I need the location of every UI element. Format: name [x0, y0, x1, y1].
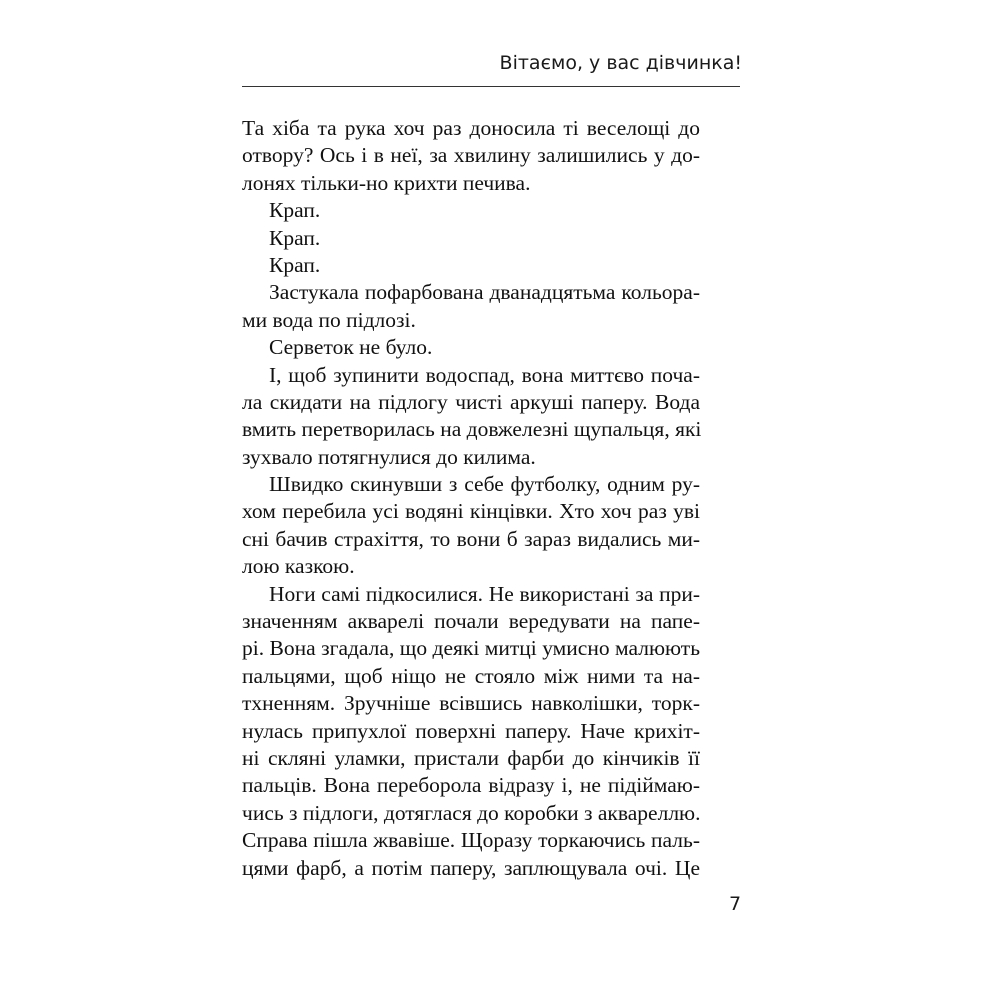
text-line: ні скляні уламки, пристали фарби до кінчиків її	[242, 745, 700, 770]
text-line: зухвало потягнулися до килима.	[242, 444, 536, 469]
running-head-title: Вітаємо, у вас дівчинка!	[499, 52, 742, 74]
text-line: пальців. Вона переборола відразу і, не підіймаю-	[242, 773, 700, 798]
text-line: хом перебила усі водяні кінцівки. Хто хоч раз уві	[242, 499, 700, 524]
text-line: ла скидати на підлогу чисті аркуші паперу. Вода	[242, 389, 700, 414]
text-line: цями фарб, а потім паперу, заплющувала очі. Це	[242, 855, 700, 880]
text-line: ми вода по підлозі.	[242, 307, 416, 332]
text-line: Серветок не було.	[269, 335, 433, 360]
text-line: чись з підлоги, дотяглася до коробки з аквареллю.	[242, 800, 701, 825]
text-line: Застукала пофарбована дванадцятьма кольора-	[269, 280, 700, 305]
text-line: І, щоб зупинити водоспад, вона миттєво поча-	[269, 362, 700, 387]
text-line: Крап.	[269, 198, 321, 223]
text-line: Крап.	[269, 252, 321, 277]
text-line: Та хіба та рука хоч раз доносила ті веселощі до	[242, 116, 700, 140]
text-line: лонях тільки-но крихти печива.	[242, 170, 531, 195]
text-line: Крап.	[269, 225, 321, 250]
header-divider	[242, 86, 740, 87]
text-line: лою казкою.	[242, 554, 355, 579]
text-line: пальцями, щоб ніщо не стояло між ними та на-	[242, 663, 700, 688]
page-number: 7	[729, 893, 742, 915]
text-line: Ноги самі підкосилися. Не використані за при-	[269, 581, 700, 606]
text-line: нулась припухлої поверхні паперу. Наче крихіт-	[242, 718, 700, 743]
text-line: сні бачив страхіття, то вони б зараз видались ми-	[242, 526, 700, 551]
text-line: отвору? Ось і в неї, за хвилину залишились у до-	[242, 143, 700, 168]
text-line: Справа пішла жвавіше. Щоразу торкаючись паль-	[242, 828, 700, 853]
text-line: рі. Вона згадала, що деякі митці умисно малюють	[242, 636, 700, 661]
text-line: Швидко скинувши з себе футболку, одним ру-	[269, 472, 700, 497]
text-line: вмить перетворилась на довжелезні щупальця, які	[242, 417, 702, 442]
body-text	[242, 115, 700, 882]
text-line: значенням акварелі почали вередувати на папе-	[242, 609, 700, 634]
text-line: тхненням. Зручніше всівшись навколішки, торк-	[242, 691, 700, 716]
